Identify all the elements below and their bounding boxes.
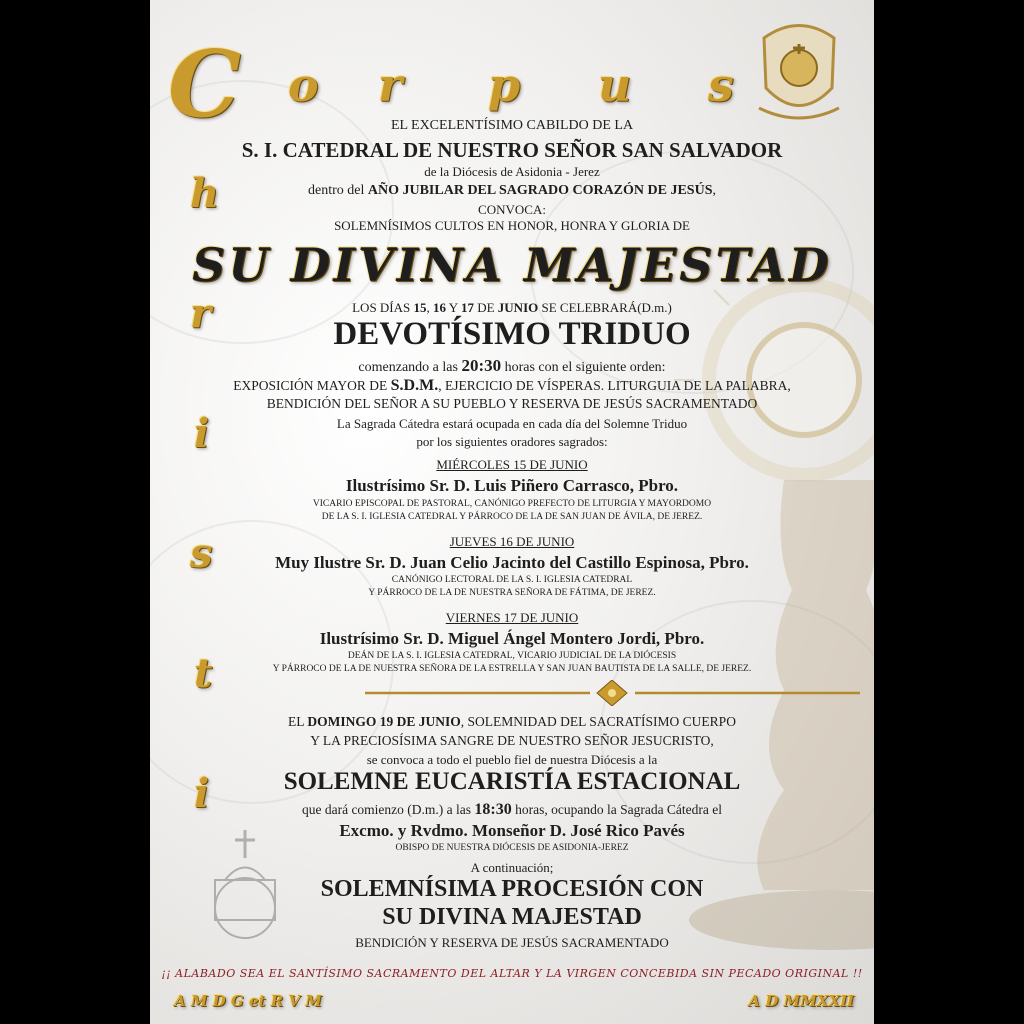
day-speaker: Ilustrísimo Sr. D. Luis Piñero Carrasco, Pbro. (345, 476, 679, 495)
date-number: 17 (460, 300, 474, 315)
text-segment: comenzando a las (358, 360, 462, 375)
cathedral-name: S. I. CATEDRAL DE NUESTRO SEÑOR SAN SALVADOR (241, 138, 783, 162)
day-speaker: Ilustrísimo Sr. D. Miguel Ángel Montero Jordi, Pbro. (319, 629, 705, 648)
christi-letter: h (190, 170, 220, 217)
sunday-line-2: Y LA PRECIOSÍSIMA SANGRE DE NUESTRO SEÑOR JESUCRISTO, (310, 733, 714, 748)
triduo-order-1 (150, 377, 874, 395)
month-name: JUNIO (497, 300, 539, 315)
day-speaker-desc: CANÓNIGO LECTORAL DE LA S. I. IGLESIA CATEDRAL (391, 575, 633, 585)
day-date: JUEVES 16 DE JUNIO (449, 534, 575, 549)
corpus-letter: C (168, 30, 242, 138)
procession-title-1: SOLEMNÍSIMA PROCESIÓN CON (320, 876, 704, 902)
date-number: 16 (433, 300, 447, 315)
majestad-title: SU DIVINA MAJESTAD (192, 238, 832, 292)
ornament-divider-icon (365, 680, 860, 706)
text-segment: Y (446, 300, 461, 315)
footer-right-text: A D MMXXII (748, 992, 854, 1010)
day-speaker-desc: VICARIO EPISCOPAL DE PASTORAL, CANÓNIGO PREFECTO DE LITURGIA Y MAYORDOMO (312, 499, 712, 509)
sdm-abbrev: S.D.M. (390, 377, 439, 394)
triduo-title: DEVOTÍSIMO TRIDUO (333, 316, 691, 352)
triduo-catedra-2: por los siguientes oradores sagrados: (416, 434, 608, 449)
footer-left-text: A M D G et R V M (174, 992, 322, 1010)
christi-letter: i (194, 410, 210, 457)
jubilee-name: AÑO JUBILAR DEL SAGRADO CORAZÓN DE JESÚS (367, 183, 713, 198)
blessing-text: BENDICIÓN Y RESERVA DE JESÚS SACRAMENTADO (355, 935, 669, 950)
corpus-letter: r (378, 58, 403, 112)
text-segment: que dará comienzo (D.m.) a las (301, 802, 475, 817)
text-segment: LOS DÍAS (352, 300, 414, 315)
corpus-letter: s (708, 58, 734, 112)
day-speaker-desc: DE LA S. I. IGLESIA CATEDRAL Y PÁRROCO DE LA DE SAN JUAN DE ÁVILA, DE JEREZ. (321, 512, 703, 522)
intro-jubilee-line (150, 183, 874, 199)
text-segment: horas con el siguiente orden: (501, 360, 666, 375)
corpus-letter: o (288, 58, 319, 112)
sunday-line-1 (150, 714, 874, 730)
procession-title-2: SU DIVINA MAJESTAD (382, 904, 642, 930)
text-segment: , (426, 300, 434, 315)
continuation-text: A continuación; (470, 860, 554, 875)
sunday-line-3: se convoca a todo el pueblo fiel de nuestra Diócesis a la (366, 752, 658, 767)
christi-letter: r (190, 290, 212, 337)
christi-letter: t (194, 650, 213, 697)
bishop-name: Excmo. y Rvdmo. Monseñor D. José Rico Pavés (339, 821, 685, 840)
corpus-letter: u (598, 58, 632, 112)
day-speaker-desc: DEÁN DE LA S. I. IGLESIA CATEDRAL, VICARIO JUDICIAL DE LA DIÓCESIS (347, 651, 677, 661)
text-segment: , SOLEMNIDAD DEL SACRATÍSIMO CUERPO (460, 714, 736, 729)
christi-letter: i (194, 770, 210, 817)
time-value: 18:30 (474, 801, 512, 818)
text-segment: , (712, 183, 716, 198)
praise-text: ¡¡ ALABADO SEA EL SANTÍSIMO SACRAMENTO DEL ALTAR Y LA VIRGEN CONCEBIDA SIN PECADO ORIGINAL !! (161, 967, 863, 980)
eucharist-title: SOLEMNE EUCARISTÍA ESTACIONAL (283, 768, 741, 795)
day-date: MIÉRCOLES 15 DE JUNIO (436, 457, 588, 472)
intro-line-1: EL EXCELENTÍSIMO CABILDO DE LA (390, 118, 634, 133)
triduo-dates (150, 300, 874, 316)
text-segment: horas, ocupando la Sagrada Cátedra el (511, 802, 723, 817)
intro-cultos: SOLEMNÍSIMOS CULTOS EN HONOR, HONRA Y GLORIA DE (334, 218, 690, 233)
intro-convoca: CONVOCA: (478, 202, 546, 217)
corpus-letter: p (488, 58, 521, 112)
day-date: VIERNES 17 DE JUNIO (445, 610, 579, 625)
text-segment: DE (473, 300, 498, 315)
intro-diocese: de la Diócesis de Asidonia - Jerez (424, 164, 600, 179)
christi-letter: s (190, 530, 213, 577)
sunday-date: DOMINGO 19 DE JUNIO (307, 714, 461, 729)
date-number: 15 (413, 300, 427, 315)
poster (150, 0, 874, 1024)
day-speaker-desc: Y PÁRROCO DE LA DE NUESTRA SEÑORA DE FÁTIMA, DE JEREZ. (368, 588, 656, 598)
text-segment: EXPOSICIÓN MAYOR DE (233, 378, 391, 393)
triduo-catedra-1: La Sagrada Cátedra estará ocupada en cada día del Solemne Triduo (336, 416, 688, 431)
text-segment: EL (288, 714, 308, 729)
sunday-time (150, 801, 874, 819)
day-speaker-desc: Y PÁRROCO DE LA DE NUESTRA SEÑORA DE LA ESTRELLA Y SAN JUAN BAUTISTA DE LA SALLE, DE JEREZ. (272, 664, 752, 674)
text-segment: dentro del (308, 183, 368, 198)
text-segment: , EJERCICIO DE VÍSPERAS. LITURGUIA DE LA PALABRA, (438, 378, 791, 393)
triduo-order-2: BENDICIÓN DEL SEÑOR A SU PUEBLO Y RESERVA DE JESÚS SACRAMENTADO (266, 396, 758, 411)
text-segment: SE CELEBRARÁ(D.m.) (538, 300, 672, 315)
day-speaker: Muy Ilustre Sr. D. Juan Celio Jacinto del Castillo Espinosa, Pbro. (275, 553, 749, 572)
archbishop-crest-icon (754, 18, 844, 128)
time-value: 20:30 (461, 356, 502, 375)
bishop-desc: OBISPO DE NUESTRA DIÓCESIS DE ASIDONIA-JEREZ (395, 843, 629, 853)
triduo-time (150, 356, 874, 376)
